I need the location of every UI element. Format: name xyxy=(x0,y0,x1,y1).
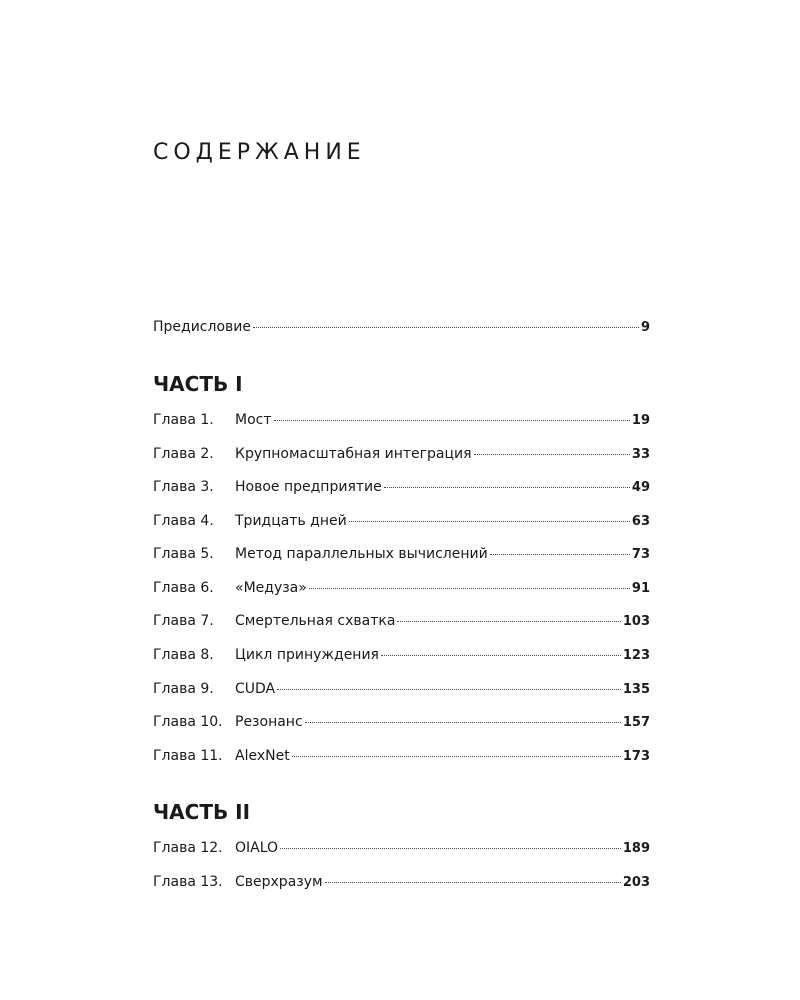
toc-entry-preface[interactable] xyxy=(153,318,650,337)
page-number: 33 xyxy=(631,447,650,462)
page-number: 19 xyxy=(631,413,650,428)
dot-leader xyxy=(274,420,630,421)
entry-title: Тридцать дней xyxy=(235,513,347,529)
page-number: 49 xyxy=(631,480,650,495)
toc-entry-chapter-13[interactable] xyxy=(153,873,650,892)
page-number: 103 xyxy=(622,614,650,629)
dot-leader xyxy=(292,756,621,757)
entry-title: Резонанс xyxy=(235,714,303,730)
dot-leader xyxy=(381,655,621,656)
dot-leader xyxy=(253,327,639,328)
toc-entry-chapter-3[interactable] xyxy=(153,478,650,497)
toc-entry-chapter-4[interactable] xyxy=(153,512,650,531)
toc-entry-chapter-2[interactable] xyxy=(153,445,650,464)
entry-title: Цикл принуждения xyxy=(235,647,379,663)
chapter-number: Глава 6. xyxy=(153,580,214,596)
dot-leader xyxy=(490,554,630,555)
entry-title: AlexNet xyxy=(235,748,290,764)
toc-entry-chapter-6[interactable] xyxy=(153,579,650,598)
toc-entry-chapter-5[interactable] xyxy=(153,545,650,564)
dot-leader xyxy=(325,882,621,883)
toc-entry-chapter-10[interactable] xyxy=(153,713,650,732)
toc-entry-chapter-8[interactable] xyxy=(153,646,650,665)
entry-title: Мост xyxy=(235,412,272,428)
page-number: 203 xyxy=(622,875,650,890)
chapter-number: Глава 11. xyxy=(153,748,223,764)
dot-leader xyxy=(277,689,621,690)
dot-leader xyxy=(474,454,630,455)
chapter-number: Глава 8. xyxy=(153,647,214,663)
chapter-number: Глава 5. xyxy=(153,546,214,562)
chapter-number: Глава 12. xyxy=(153,840,223,856)
chapter-number: Глава 7. xyxy=(153,613,214,629)
toc-entry-chapter-9[interactable] xyxy=(153,680,650,699)
entry-title: CUDA xyxy=(235,681,276,697)
entry-title: OIALO xyxy=(235,840,279,856)
chapter-number: Глава 13. xyxy=(153,874,223,890)
chapter-number: Глава 10. xyxy=(153,714,223,730)
toc-entry-chapter-1[interactable] xyxy=(153,411,650,430)
part-heading-2: ЧАСТЬ II xyxy=(153,800,251,824)
page-number: 9 xyxy=(640,320,650,335)
page-number: 189 xyxy=(622,841,650,856)
dot-leader xyxy=(397,621,620,622)
page-title: СОДЕРЖАНИЕ xyxy=(153,140,366,165)
dot-leader xyxy=(309,588,630,589)
entry-title: Смертельная схватка xyxy=(235,613,396,629)
toc-entry-chapter-7[interactable] xyxy=(153,612,650,631)
page-number: 157 xyxy=(622,715,650,730)
dot-leader xyxy=(384,487,630,488)
chapter-number: Глава 3. xyxy=(153,479,214,495)
entry-title: Крупномасштабная интеграция xyxy=(235,446,472,462)
page-number: 123 xyxy=(622,648,650,663)
dot-leader xyxy=(349,521,630,522)
page-number: 173 xyxy=(622,749,650,764)
entry-title: Предисловие xyxy=(153,319,251,335)
chapter-number: Глава 2. xyxy=(153,446,214,462)
part-heading-1: ЧАСТЬ I xyxy=(153,372,243,396)
chapter-number: Глава 9. xyxy=(153,681,214,697)
dot-leader xyxy=(280,848,621,849)
chapter-number: Глава 4. xyxy=(153,513,214,529)
page-number: 73 xyxy=(631,547,650,562)
entry-title: Новое предприятие xyxy=(235,479,382,495)
page-number: 135 xyxy=(622,682,650,697)
toc-entry-chapter-11[interactable] xyxy=(153,747,650,766)
entry-title: Метод параллельных вычислений xyxy=(235,546,488,562)
entry-title: Сверхразум xyxy=(235,874,323,890)
entry-title: «Медуза» xyxy=(235,580,307,596)
chapter-number: Глава 1. xyxy=(153,412,214,428)
dot-leader xyxy=(305,722,621,723)
page-number: 63 xyxy=(631,514,650,529)
page-number: 91 xyxy=(631,581,650,596)
toc-entry-chapter-12[interactable] xyxy=(153,839,650,858)
